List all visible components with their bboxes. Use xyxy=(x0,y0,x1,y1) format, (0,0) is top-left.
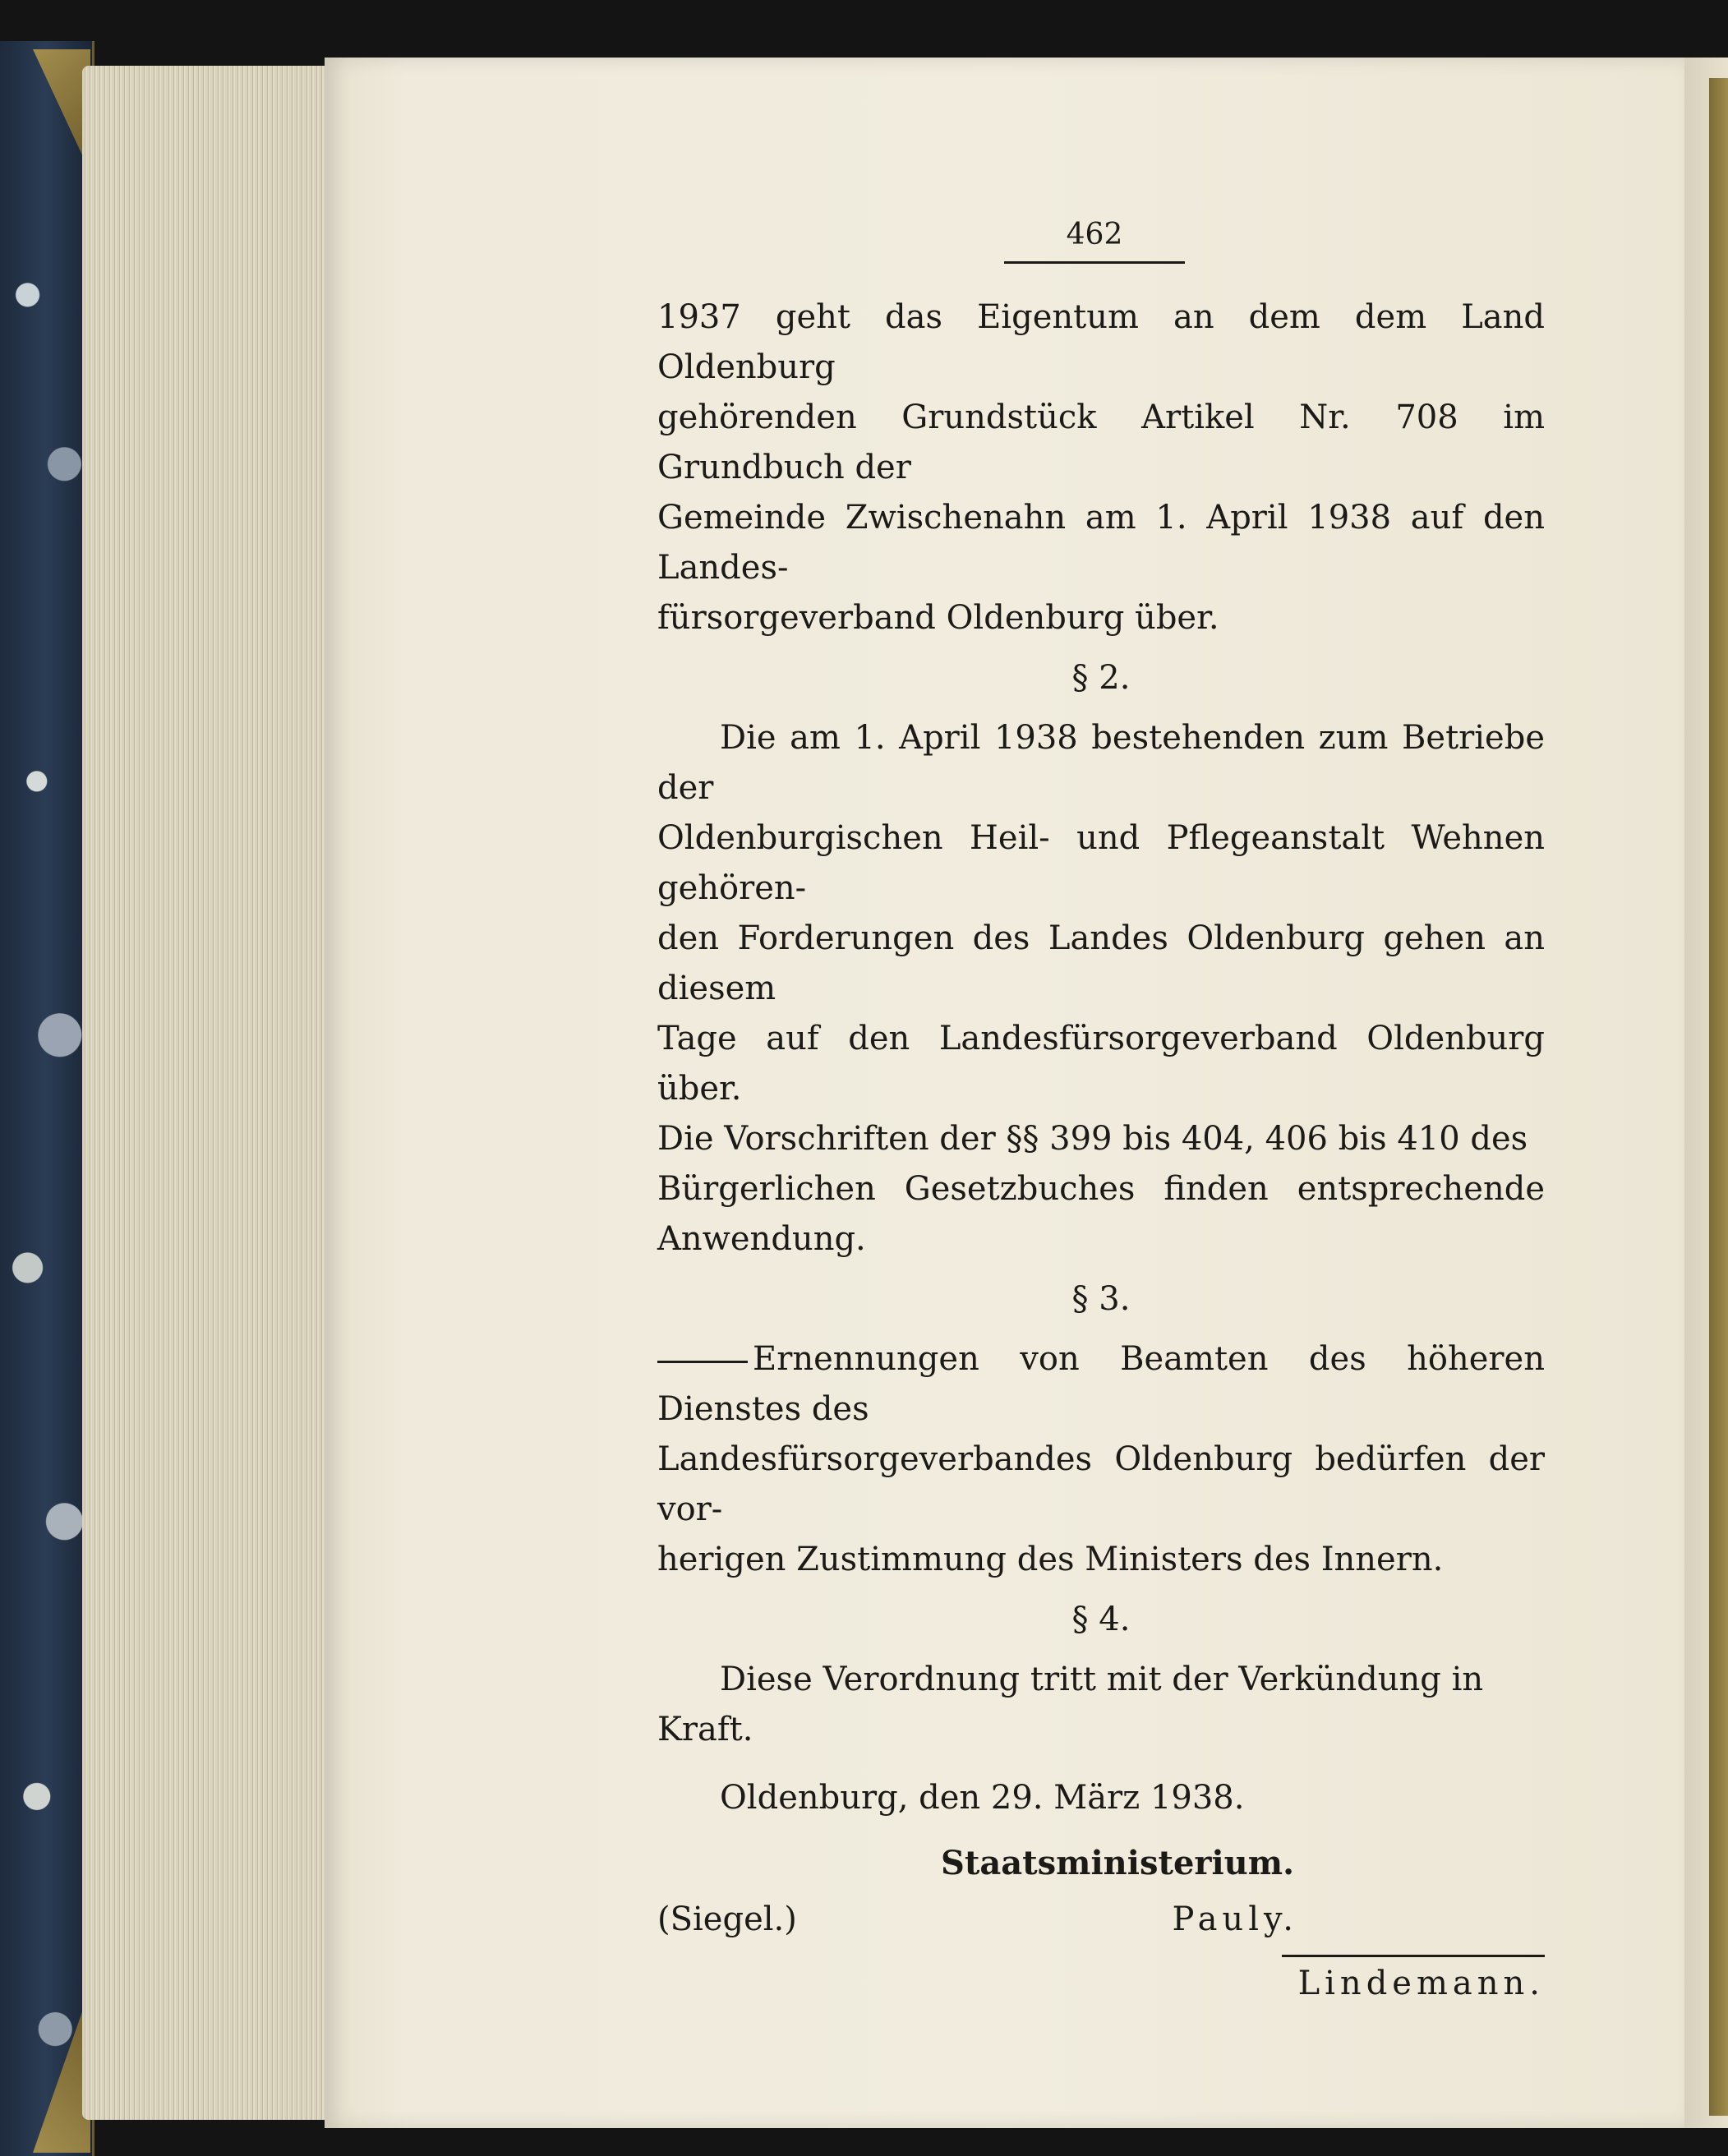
signature-organization: Staatsministerium. xyxy=(940,1844,1295,1882)
text-line: Bürgerlichen Gesetzbuches finden entsprechende Anwendung. xyxy=(657,1170,1545,1258)
text-line: Diese Verordnung tritt mit der Verkündung in xyxy=(720,1661,1484,1698)
section-2-paragraph xyxy=(657,713,1545,1265)
marbled-cover-left xyxy=(0,41,94,2156)
stray-rule xyxy=(657,1361,748,1363)
text-line: Tage auf den Landesfürsorgeverband Oldenburg über. xyxy=(657,1020,1545,1108)
text-line: Landesfürsorgeverbandes Oldenburg bedürfen der vor- xyxy=(657,1440,1545,1528)
text-line: Ernennungen von Beamten des höheren Dienstes des xyxy=(657,1340,1545,1428)
intro-paragraph xyxy=(657,293,1545,643)
section-3-paragraph xyxy=(657,1334,1545,1585)
seal-row xyxy=(657,1895,1545,1945)
document-body xyxy=(657,214,1545,2009)
date-line: Oldenburg, den 29. März 1938. xyxy=(720,1779,1245,1817)
section-heading-4: § 4. xyxy=(1071,1601,1131,1638)
text-line: herigen Zustimmung des Ministers des Innern. xyxy=(657,1541,1444,1578)
text-line: den Forderungen des Landes Oldenburg gehen an diesem xyxy=(657,919,1545,1007)
text-line: Die am 1. April 1938 bestehenden zum Betriebe der xyxy=(657,719,1545,807)
section-heading-2: § 2. xyxy=(1071,659,1131,697)
section-4-paragraph xyxy=(657,1655,1545,1755)
seal-label: (Siegel.) xyxy=(657,1900,797,1938)
text-line: fürsorgeverband Oldenburg über. xyxy=(657,599,1219,637)
signature-rule xyxy=(1282,1955,1545,1957)
text-line: Oldenburgischen Heil- und Pflegeanstalt Wehnen gehören- xyxy=(657,819,1545,907)
signer-lindemann: Lindemann. xyxy=(1297,1965,1545,2002)
cover-right xyxy=(1709,78,1728,2116)
text-line: gehörenden Grundstück Artikel Nr. 708 im Grundbuch der xyxy=(657,398,1545,486)
text-line: Kraft. xyxy=(657,1711,753,1748)
page-edges xyxy=(82,66,329,2120)
signer-pauly: Pauly. xyxy=(1172,1900,1298,1938)
section-heading-3: § 3. xyxy=(1071,1280,1131,1318)
page-number: 462 xyxy=(1004,218,1185,264)
text-line: 1937 geht das Eigentum an dem dem Land Oldenburg xyxy=(657,298,1545,386)
text-line: Die Vorschriften der §§ 399 bis 404, 406 bis 410 des xyxy=(657,1120,1528,1158)
text-line: Gemeinde Zwischenahn am 1. April 1938 auf den Landes- xyxy=(657,499,1545,587)
